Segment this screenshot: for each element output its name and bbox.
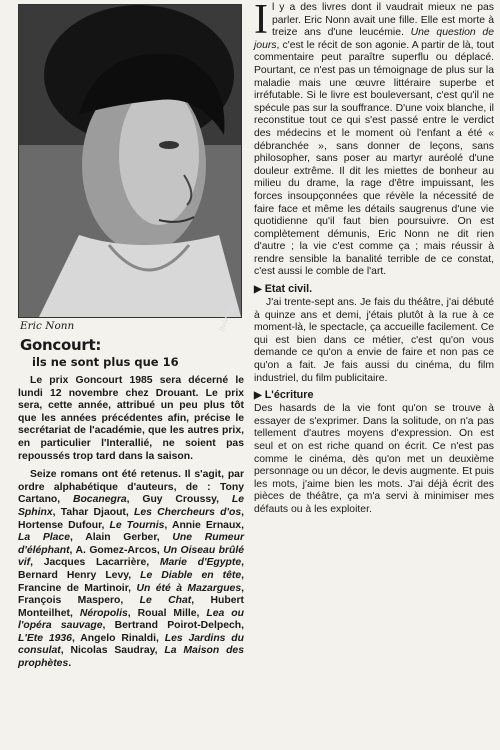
review-paragraph (254, 2, 494, 279)
nominee-author: François Maspero, (18, 595, 140, 607)
news-subhead: ils ne sont plus que 16 (32, 355, 179, 369)
section-ecriture (254, 389, 494, 401)
nominee-author: Tahar Djaout, (55, 506, 135, 518)
nominee-author: Hortense Dufour, (18, 519, 110, 531)
nominee-author: Angelo Rinaldi, (74, 632, 165, 644)
nominee-author: Guy Croussy, (129, 494, 232, 506)
nominee-list: Tony Cartano, Bocanegra, Guy Croussy, Le Sphinx, Tahar Djaout, Les Chercheurs d'os, Hortense Dufour, Le Tournis, Annie Ernaux, La Place, Alain Gerber, Une Rumeur d'éléphant, A. Gomez-Arcos, Un Oiseau brûlé vif, Jacques Lacarrière, Marie d'Egypte, Bernard Henry Levy, Le Diable en tête, Francine de Martinoir, Un été à Mazargues, François Maspero, Le Chat, Hubert Monteilhet, Néropolis, Roual Mille, Lea ou l'opéra sauvage, Bertrand Poirot-Delpech, L'Ete 1936, Angelo Rinaldi, Les Jardins du consulat, Nicolas Saudray, La Maison des prophètes. (18, 481, 245, 670)
nominee-title: Le Diable en tête (140, 569, 242, 581)
section-etat-civil (254, 283, 494, 295)
news-paragraph-2 (18, 469, 244, 671)
nominee-author: Francine de Martinoir, (18, 582, 137, 594)
dropcap: I (254, 0, 268, 43)
photo-caption: Eric Nonn (20, 320, 75, 332)
nominee-title: La Place (18, 532, 70, 544)
nominee-author: Nicolas Saudray, (63, 645, 165, 657)
nominee-author: Bertrand Poirot-Delpech, (105, 620, 244, 632)
nominee-title: La Maison des prophètes (18, 645, 244, 670)
nominee-author: Alain Gerber, (72, 532, 173, 544)
nominee-title: Néropolis (79, 607, 128, 619)
section-ecriture-label: L'écriture (264, 389, 314, 402)
nominee-author: A. Gomez-Arcos, (72, 544, 164, 556)
nominee-title: Le Tournis (109, 519, 165, 531)
book-title: Une question de jours (254, 27, 494, 51)
list-intro: Seize romans ont été retenus. Il s'agit, par ordre alphabétique d'auteurs, de : (18, 469, 244, 493)
news-paragraph-1: Le prix Goncourt 1985 sera décerné le lundi 12 novembre chez Drouant. Le prix sera, cette année, attribué un peu plus tôt que les années précédentes afin, précise le secrétariat de l'académie, que les autres prix, en particulier l'Interallié, ne soient pas repoussés trop tard dans la saison. (18, 375, 244, 462)
section-ecriture-body: Des hasards de la vie font qu'on se trouve à essayer de s'exprimer. Dans la solitude, on n'a pas tellement d'autres moyens d'expression. On est seul et on est riche quand on écrit. Ce n'est pas comme le cinéma, dès qu'on met un deuxième personnage ou un décor, le devis augmente. Et puis les mots, j'aime bien les mots. J'ai déjà écrit des pièces de théâtre, ça m'a servi à minimiser mes défauts ou à les exploiter. (254, 403, 494, 515)
section-etat-civil-body: J'ai trente-sept ans. Je fais du théâtre, j'ai débuté à quinze ans et demi, j'étais plutôt à la rue à ce moment-là, le spectacle, ça accueille facilement. Ce qui est bien dans ce métier, c'est qu'on vous demande ce qu'on a envie de faire et non pas ce qu'on a fait. Je fais aussi du cinéma, du film industriel, du film publicitaire. (254, 297, 494, 384)
triangle-right-icon: ▶ (254, 284, 262, 296)
nominee-title: Le Chat (139, 595, 192, 607)
nominee-title: Les Jardins du consulat (18, 632, 244, 657)
nominee-title: Le Sphinx (18, 494, 244, 518)
nominee-title: Lea ou l'opéra sauvage (18, 607, 244, 632)
nominee-author: Jacques Lacarrière, (33, 557, 160, 569)
nominee-title: Les Chercheurs d'os (134, 506, 242, 518)
nominee-title: Bocanegra (72, 494, 127, 506)
nominee-title: Un été à Mazargues (136, 582, 242, 594)
news-headline: Goncourt: (20, 336, 102, 354)
nominee-author: Hubert Monteilhet, (18, 595, 245, 619)
left-column (18, 4, 244, 677)
nominee-title: Marie d'Egypte (159, 557, 242, 569)
triangle-right-icon: ▶ (254, 390, 262, 402)
nominee-title: L'Ete 1936 (18, 632, 72, 644)
section-etat-civil-label: Etat civil. (264, 283, 313, 296)
nominee-author: Tony Cartano, (18, 481, 244, 506)
right-column (254, 2, 494, 520)
nominee-title: Une Rumeur d'éléphant (18, 532, 244, 556)
portrait-illustration (19, 5, 241, 317)
photo-credit: Beldsky (217, 304, 235, 334)
nominee-title: Un Oiseau brûlé vif (18, 544, 245, 569)
nominee-author: Bernard Henry Levy, (18, 569, 141, 581)
review-text-a: l y a des livres dont il vaudrait mieux ne pas parler. Eric Nonn avait une fille. Elle est morte à treize ans d'une leucémie. (272, 2, 494, 39)
nominee-author: Annie Ernaux, (167, 519, 244, 531)
review-text-b: , c'est le récit de son agonie. A partir de là, tout commentaire peut paraître superflu ou déplacé. Pourtant, ce n'est pas un témoignage de plus sur la maladie mais une œuvre littéraire superbe et irréfutable. Si le livre est bouleversant, c'est qu'il ne spécule pas sur la souffrance. D'une voix blanche, il reconstitue tout ce qui s'est passé entre le verdict des médecins et le moment où l'enfant a été « débranchée », sans donner de leçons, sans philosopher, sans poser au martyr auréolé d'une douleur extrême. Il dit les miettes de bonheur au milieu du drame, la rage d'être impuissant, les forces insoupçonnées que révèle la nécessité de faire face et même les détails saugrenus d'une vie quotidienne qu'il faut bien poursuivre. On est complètement démunis, Eric Nonn ne dit rien d'autre ; la vie c'est comme ça ; mais réussir à rendre sensible la banalité terrible de ce constat, c'est aussi le comble de l'art. (254, 39, 494, 278)
nominee-author: Roual Mille, (130, 607, 207, 619)
